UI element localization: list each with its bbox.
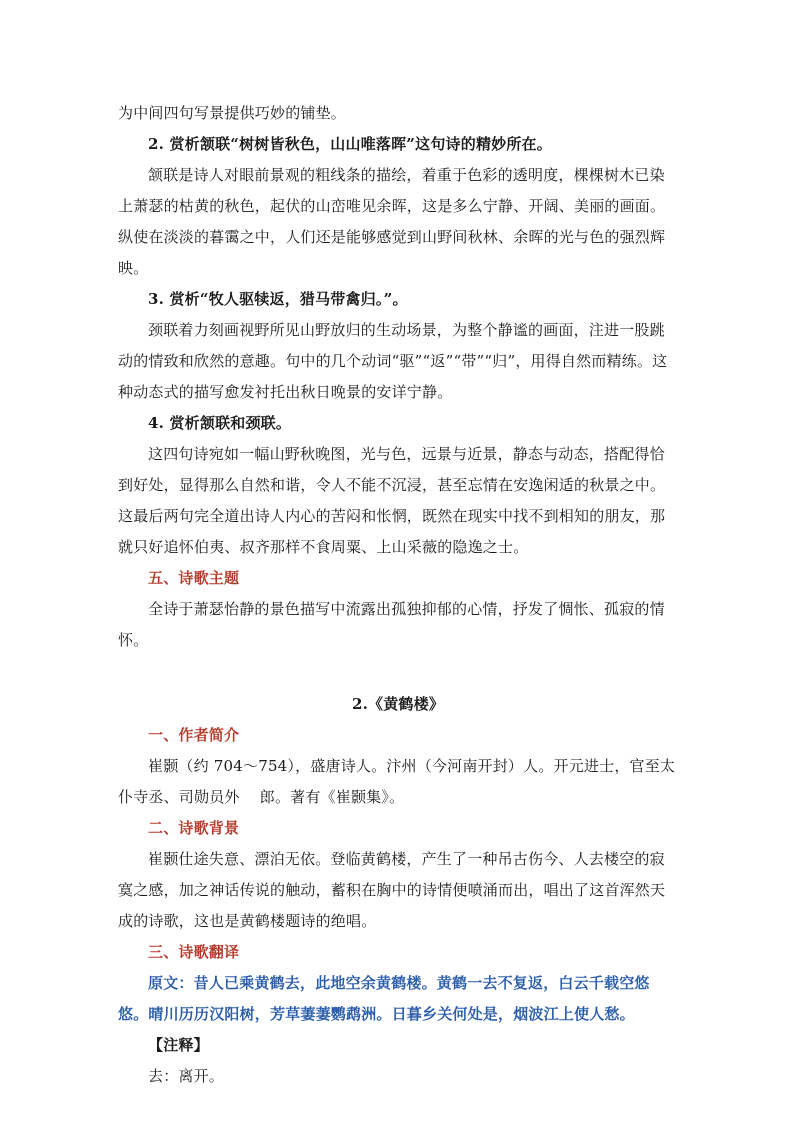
paragraph-intro-tail: 为中间四句写景提供巧妙的铺垫。 [118, 104, 347, 122]
author-intro-heading: 一、作者简介 [148, 726, 240, 744]
note-item: 去：离开。 [148, 1067, 225, 1085]
poem-title: 2.《黄鹤楼》 [351, 695, 445, 713]
notes-heading: 【注释】 [148, 1036, 209, 1054]
section-five-text: 全诗于萧瑟怡静的景色描写中流露出孤独抑郁的心情，抒发了惆怅、孤寂的情怀。 [118, 600, 665, 649]
poem-translation-heading: 三、诗歌翻译 [148, 943, 240, 961]
question-3-heading: 3. 赏析“牧人驱犊返，猎马带禽归。”。 [148, 290, 408, 308]
question-4-heading: 4. 赏析颔联和颈联。 [148, 414, 292, 432]
author-intro-text: 崔颢（约 704～754），盛唐诗人。汴州（今河南开封）人。开元进士，官至太仆寺丞、司勋员外 郎。著有《崔颢集》。 [118, 757, 676, 806]
poem-background-heading: 二、诗歌背景 [148, 819, 240, 837]
section-five-heading: 五、诗歌主题 [148, 569, 240, 587]
question-3-answer: 颈联着力刻画视野所见山野放归的生动场景，为整个静谧的画面，注进一股跳动的情致和欣然的意趣。句中的几个动词“驱”“返”“带”“归”，用得自然而精练。这种动态式的描写愈发衬托出秋日晚景的安详宁静。 [118, 321, 668, 401]
question-4-answer: 这四句诗宛如一幅山野秋晚图，光与色，远景与近景，静态与动态，搭配得恰到好处，显得那么自然和谐，令人不能不沉浸，甚至忘情在安逸闲适的秋景之中。这最后两句完全道出诗人内心的苦闷和怅惘，既然在现实中找不到相知的朋友，那就只好追怀伯夷、叔齐那样不食周粟、上山采薇的隐逸之士。 [118, 445, 666, 556]
question-2-heading: 2. 赏析颔联“树树皆秋色，山山唯落晖”这句诗的精妙所在。 [148, 135, 552, 153]
poem-background-text: 崔颢仕途失意、漂泊无依。登临黄鹤楼，产生了一种吊古伤今、人去楼空的寂寞之感，加之神话传说的触动，蓄积在胸中的诗情便喷涌而出，唱出了这首浑然天成的诗歌，这也是黄鹤楼题诗的绝唱。 [118, 850, 666, 930]
original-text: 原文：昔人已乘黄鹤去，此地空余黄鹤楼。黄鹤一去不复返，白云千载空悠悠。晴川历历汉阳树，芳草萋萋鹦鹉洲。日暮乡关何处是，烟波江上使人愁。 [118, 974, 650, 1023]
document-body [118, 98, 678, 1092]
question-2-answer: 颔联是诗人对眼前景观的粗线条的描绘，着重于色彩的透明度，棵棵树木已染上萧瑟的枯黄的秋色，起伏的山峦唯见余晖，这是多么宁静、开阔、美丽的画面。纵使在淡淡的暮霭之中，人们还是能够感觉到山野间秋林、余晖的光与色的强烈辉映。 [118, 166, 666, 277]
